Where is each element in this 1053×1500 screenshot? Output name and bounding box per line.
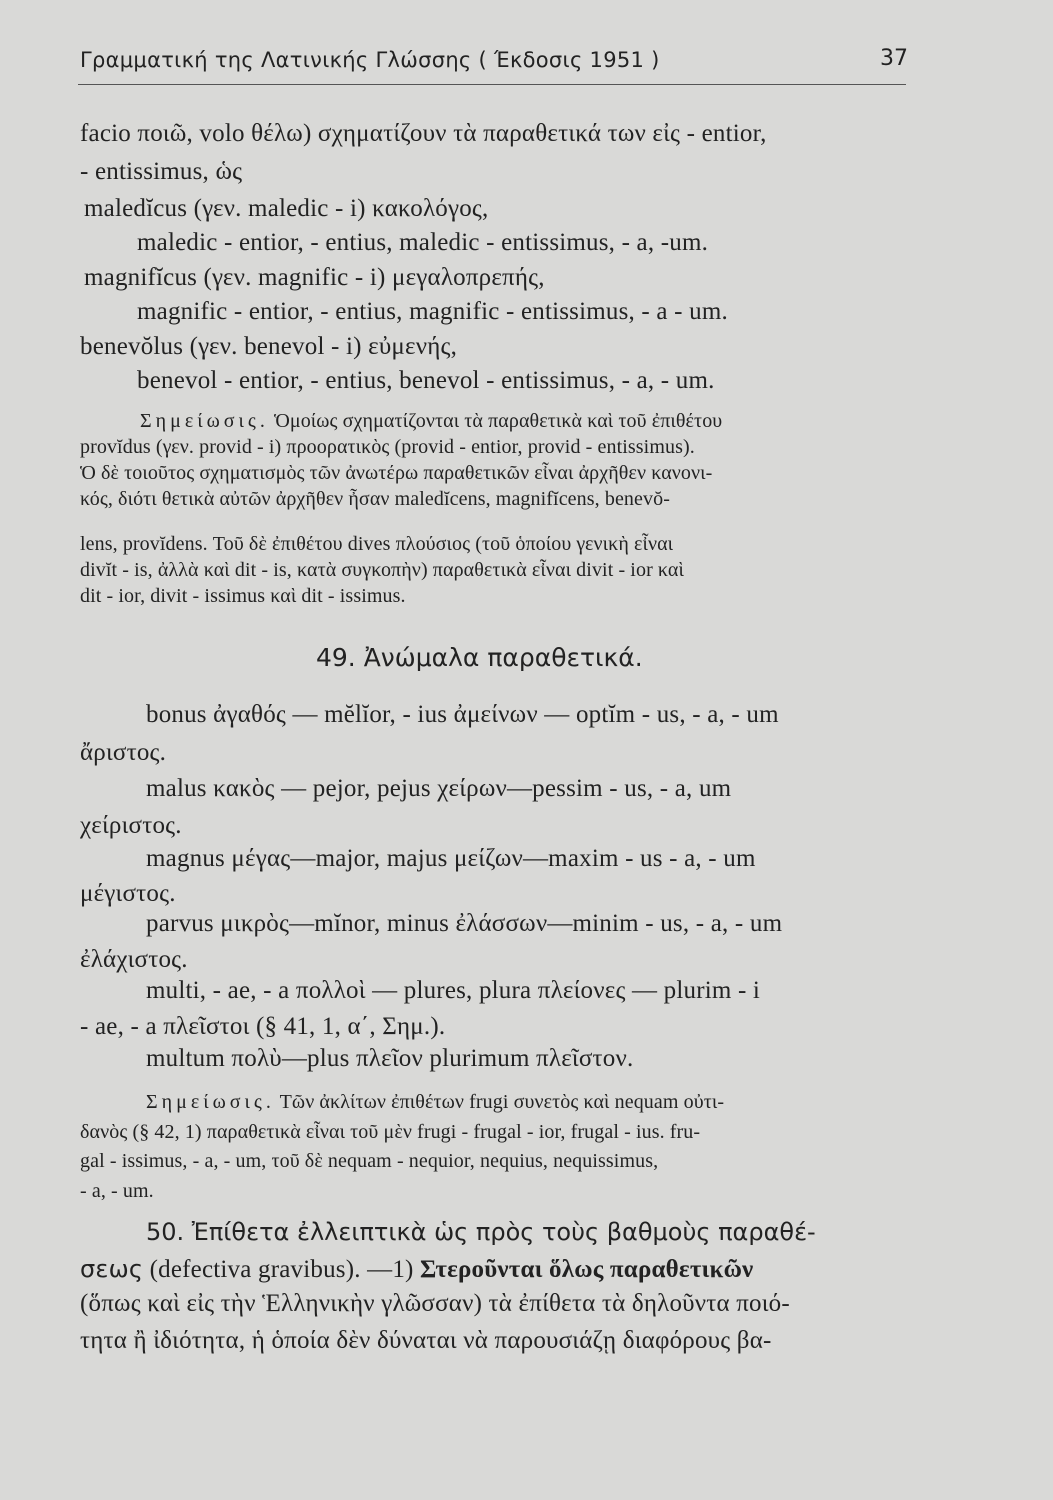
note-label: Σημείωσις. (140, 410, 269, 432)
text-line: magnific - entior, - entius, magnific - entissimus, - a - um. (137, 298, 728, 325)
text-line: μέγιστος. (80, 880, 176, 907)
page-number: 37 (880, 46, 908, 71)
text-line: multi, - ae, - a πολλοὶ — plures, plura πλείονες — plurim - i (146, 977, 761, 1004)
text-line: χείριστος. (80, 812, 182, 839)
text-line: facio ποιῶ, volo θέλω) σχηματίζουν τὰ παραθετικά των εἰς - entior, (80, 120, 767, 147)
note-line: lens, provĭdens. Τοῦ δὲ ἐπιθέτου dives πλούσιος (τοῦ ὁποίου γενικὴ εἶναι (80, 533, 674, 555)
text-line: maledĭcus (γεν. maledic - i) κακολόγος, (84, 195, 489, 222)
text-line: ἐλάχιστος. (80, 946, 188, 973)
text-line: magnifĭcus (γεν. magnific - i) μεγαλοπρεπής, (84, 264, 545, 291)
text-line: ἄριστος. (80, 739, 167, 766)
bold-phrase: Στεροῦνται ὅλως παραθετικῶν (420, 1256, 754, 1283)
note-line: divĭt - is, ἀλλὰ καὶ dit - is, κατὰ συγκοπὴν) παραθετικὰ εἶναι divit - ior καὶ (80, 559, 684, 581)
note-line: gal - issimus, - a, - um, τοῦ δὲ nequam - nequior, nequius, nequissimus, (80, 1150, 659, 1172)
note-line: Σημείωσις. Ὁμοίως σχηματίζονται τὰ παραθετικὰ καὶ τοῦ ἐπιθέτου (140, 410, 723, 432)
section-heading-50: 50. Ἐπίθετα ἐλλειπτικὰ ὡς πρὸς τοὺς βαθμοὺς παραθέ- (146, 1218, 816, 1246)
note-line: provĭdus (γεν. provid - i) προορατικὸς (provid - entior, provid - entissimus). (80, 436, 695, 458)
note-line: dit - ior, divit - issimus καὶ dit - issimus. (80, 585, 406, 607)
text-line: benevŏlus (γεν. benevol - i) εὐμενής, (80, 333, 458, 360)
header-rule (78, 84, 906, 85)
text-line: bonus ἀγαθός — mĕlĭor, - ius ἀμείνων — optĭm - us, - a, - um (146, 701, 779, 728)
note-label: Σημείωσις. (146, 1091, 275, 1113)
note-line: δανὸς (§ 42, 1) παραθετικὰ εἶναι τοῦ μὲν frugi - frugal - ior, frugal - ius. fru- (80, 1121, 701, 1143)
text-line: (ὅπως καὶ εἰς τὴν Ἑλληνικὴν γλῶσσαν) τὰ ἐπίθετα τὰ δηλοῦντα ποιό- (80, 1290, 790, 1317)
running-header: Γραμματική της Λατινικής Γλώσσης ( Έκδοσις 1951 ) (80, 48, 660, 72)
text-line: malus κακὸς — pejor, pejus χείρων—pessim - us, - a, um (146, 775, 732, 802)
text-line: τητα ἢ ἰδιότητα, ἡ ὁποία δὲν δύναται νὰ παρουσιάζῃ διαφόρους βα- (80, 1327, 772, 1354)
note-line: - a, - um. (80, 1180, 154, 1202)
text-line: σεως (defectiva gravibus). —1) Στεροῦνται ὅλως παραθετικῶν (80, 1255, 754, 1283)
text-line: - ae, - a πλεῖστοι (§ 41, 1, α΄, Σημ.). (80, 1013, 446, 1040)
note-line: Σημείωσις. Τῶν ἀκλίτων ἐπιθέτων frugi συνετὸς καὶ nequam οὐτι- (146, 1091, 725, 1113)
text-line: - entissimus, ὡς (80, 158, 243, 185)
section-heading-49: 49. Ἀνώμαλα παραθετικά. (316, 643, 643, 672)
note-line: κός, διότι θετικὰ αὐτῶν ἀρχῆθεν ἦσαν maledĭcens, magnifĭcens, benevŏ- (80, 488, 670, 510)
text-line: benevol - entior, - entius, benevol - entissimus, - a, - um. (137, 367, 715, 394)
text-line: maledic - entior, - entius, maledic - entissimus, - a, -um. (137, 229, 709, 256)
text-line: multum πολὺ—plus πλεῖον plurimum πλεῖστον. (146, 1045, 634, 1072)
text-line: parvus μικρὸς—mĭnor, minus ἐλάσσων—minim - us, - a, - um (146, 910, 783, 937)
note-line: Ὁ δὲ τοιοῦτος σχηματισμὸς τῶν ἀνωτέρω παραθετικῶν εἶναι ἀρχῆθεν κανονι- (80, 462, 713, 484)
text-line: magnus μέγας—major, majus μείζων—maxim - us - a, - um (146, 845, 756, 872)
